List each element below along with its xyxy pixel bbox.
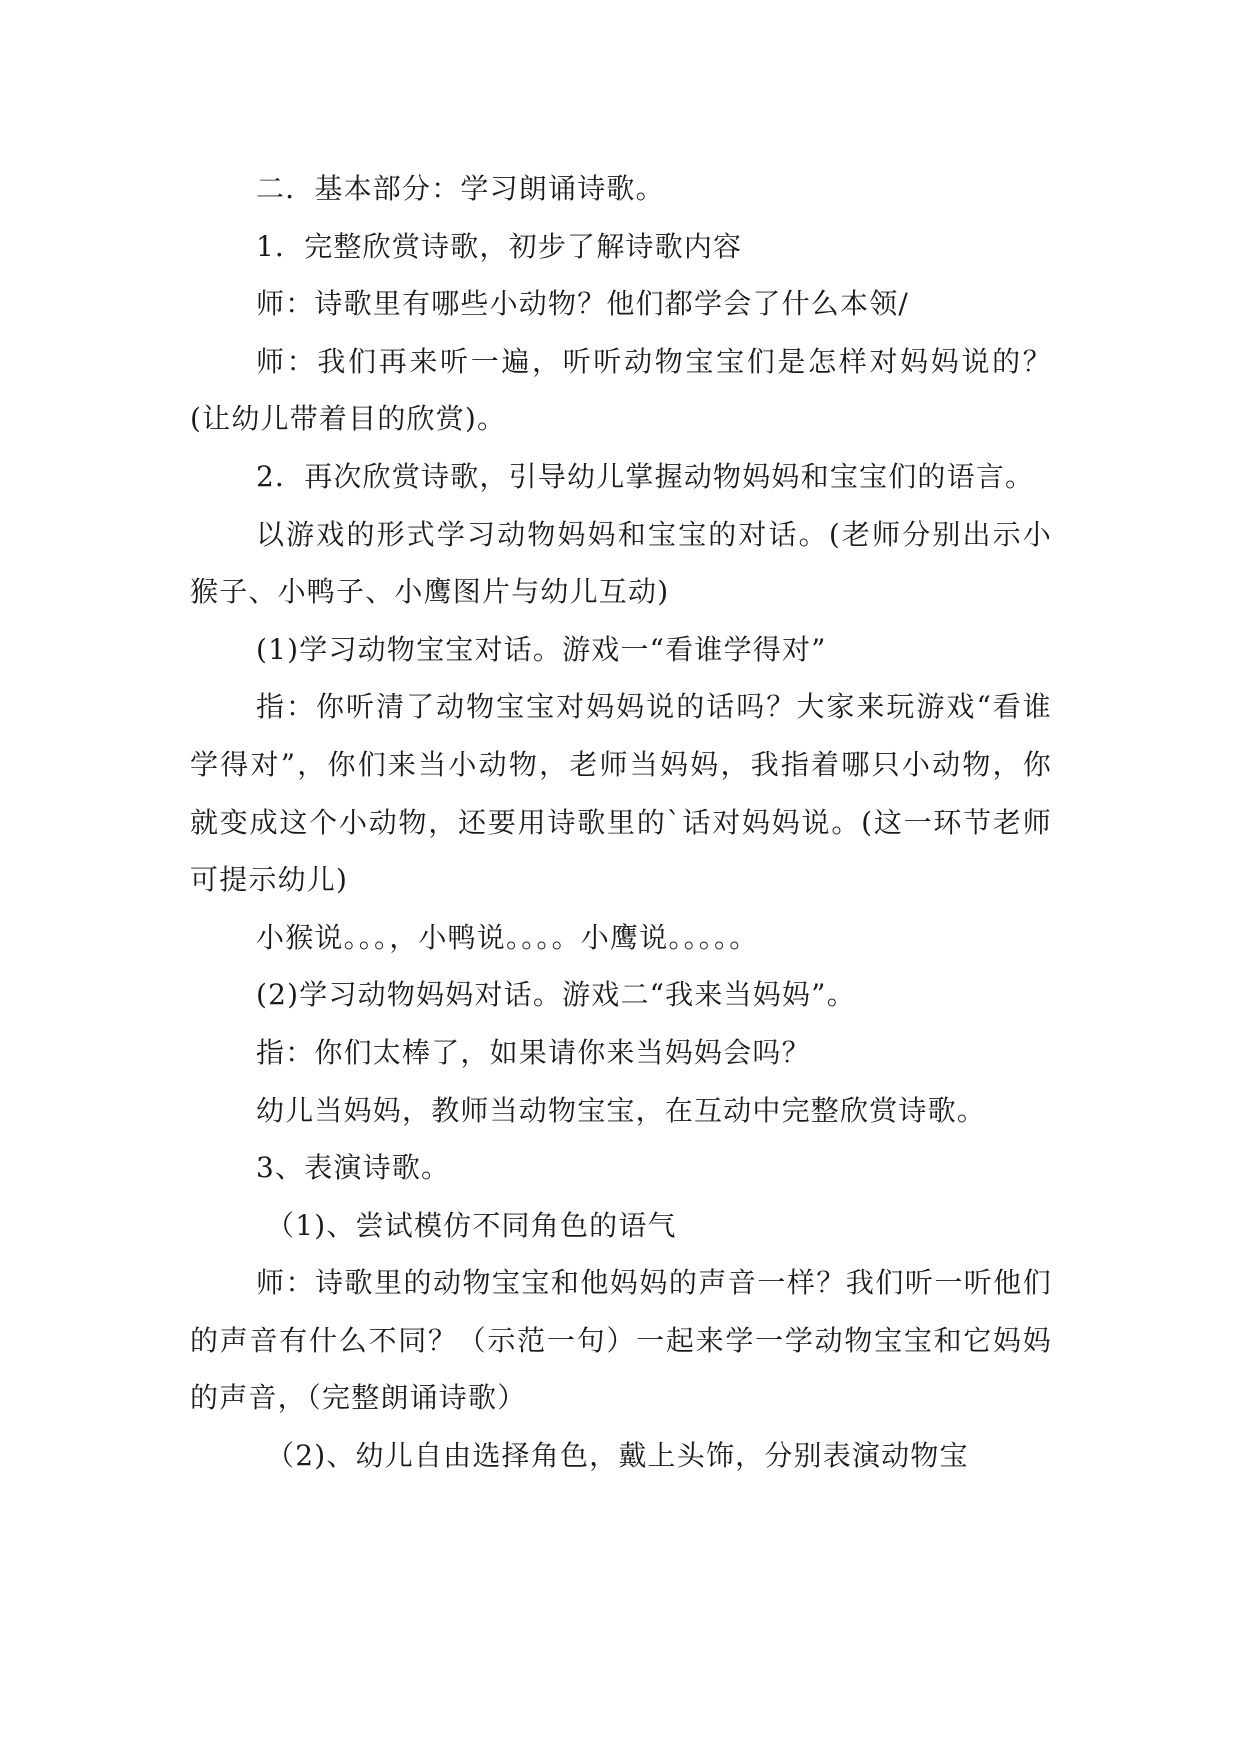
sub-step-2-paragraph: （2)、幼儿自由选择角色，戴上头饰，分别表演动物宝: [266, 1439, 969, 1473]
step-3-heading: 3、表演诗歌。: [256, 1151, 451, 1185]
teacher-listen-again-paragraph: 师：我们再来听一遍，听听动物宝宝们是怎样对妈妈说的？(让幼儿带着目的欣赏)。: [190, 344, 1052, 436]
sub-step-1-heading: （1)、尝试模仿不同角色的语气: [266, 1208, 677, 1242]
document-body: [190, 160, 1052, 1485]
children-as-mother-paragraph: 幼儿当妈妈，教师当动物宝宝，在互动中完整欣赏诗歌。: [256, 1093, 987, 1127]
game-one-instruction-paragraph: 指：你听清了动物宝宝对妈妈说的话吗？大家来玩游戏“看谁学得对”，你们来当小动物，老师当妈妈，我指着哪只小动物，你就变成这个小动物，还要用诗歌里的`话对妈妈说。(这一环节老师可提示幼儿): [190, 690, 1052, 897]
game-one-heading: (1)学习动物宝宝对话。游戏一“看谁学得对”: [256, 632, 827, 666]
game-form-paragraph: 以游戏的形式学习动物妈妈和宝宝的对话。(老师分别出示小猴子、小鸭子、小鹰图片与幼儿互动): [190, 517, 1052, 609]
step-2-heading: 2．再次欣赏诗歌，引导幼儿掌握动物妈妈和宝宝们的语言。: [256, 459, 1035, 493]
animal-says-paragraph: 小猴说。。。，小鸭说。。。。小鹰说。。。。。: [256, 920, 759, 954]
section-heading-basic-part: 二．基本部分：学习朗诵诗歌。: [256, 172, 665, 205]
game-two-instruction-paragraph: 指：你们太棒了，如果请你来当妈妈会吗？: [256, 1035, 811, 1069]
teacher-voice-paragraph: 师：诗歌里的动物宝宝和他妈妈的声音一样？我们听一听他们的声音有什么不同？（示范一句）一起来学一学动物宝宝和它妈妈的声音，（完整朗诵诗歌）: [190, 1266, 1052, 1415]
game-two-heading: (2)学习动物妈妈对话。游戏二“我来当妈妈”。: [256, 978, 856, 1012]
teacher-question-paragraph: 师：诗歌里有哪些小动物？他们都学会了什么本领/: [256, 287, 910, 321]
step-1-heading: 1．完整欣赏诗歌，初步了解诗歌内容: [256, 229, 743, 263]
